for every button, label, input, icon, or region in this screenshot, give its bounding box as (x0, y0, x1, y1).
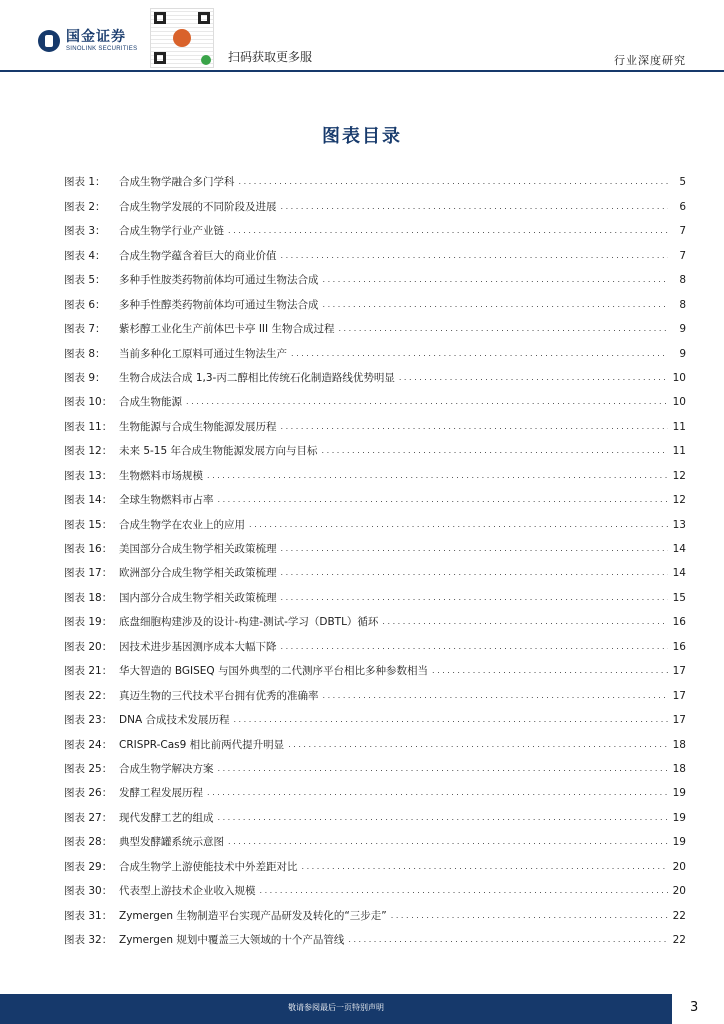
toc-entry-title: 底盘细胞构建涉及的设计-构建-测试-学习（DBTL）循环 (119, 616, 379, 629)
toc-entry-title: 合成生物能源 (119, 396, 182, 409)
toc-entry-page: 6 (679, 200, 686, 213)
toc-entry-page: 14 (672, 543, 686, 555)
header-divider (0, 70, 724, 72)
toc-dot-leader (249, 517, 668, 532)
toc-dot-leader (207, 468, 668, 483)
toc-dot-leader (432, 663, 668, 678)
scan-prompt: 扫码获取更多服 (228, 50, 313, 64)
toc-entry[interactable] (64, 165, 686, 189)
toc-entry-title: 发酵工程发展历程 (119, 787, 203, 800)
toc-dot-leader (288, 737, 668, 752)
toc-entry-page: 7 (679, 249, 686, 262)
toc-entry-page: 8 (679, 274, 686, 287)
toc-entry-label: 图表 5： (64, 274, 106, 287)
toc-dot-leader (218, 761, 669, 776)
toc-entry-title: 合成生物学蕴含着巨大的商业价值 (119, 249, 277, 262)
toc-entry-label: 图表 19： (64, 616, 113, 629)
toc-entry-page: 17 (672, 714, 686, 727)
toc-entry-label: 图表 20： (64, 640, 113, 653)
toc-dot-leader (281, 541, 669, 556)
toc-entry[interactable] (64, 776, 686, 800)
toc-dot-leader (391, 908, 668, 923)
logo-mark-icon (38, 30, 60, 52)
toc-entry-page: 7 (679, 225, 686, 238)
footer-disclaimer: 敬请参阅最后一页特别声明 (288, 1003, 384, 1012)
toc-entry-page: 16 (672, 616, 686, 629)
toc-entry-page: 22 (672, 934, 686, 946)
toc-entry-page: 13 (672, 518, 686, 531)
toc-dot-leader (302, 859, 669, 874)
toc-dot-leader (260, 883, 669, 898)
toc-entry-title: CRISPR-Cas9 相比前两代提升明显 (119, 738, 285, 751)
toc-entry-page: 14 (672, 567, 686, 580)
toc-entry-label: 图表 15： (64, 518, 113, 531)
toc-entry[interactable] (64, 434, 686, 458)
toc-entry-title: 多种手性胺类药物前体均可通过生物法合成 (119, 274, 319, 287)
toc-entry-label: 图表 16： (64, 543, 113, 555)
toc-entry[interactable] (64, 605, 686, 629)
toc-dot-leader (218, 492, 669, 507)
toc-entry-title: Zymergen 生物制造平台实现产品研发及转化的“三步走” (119, 909, 387, 922)
logo-chinese-name: 国金证券 (66, 29, 126, 45)
toc-entry-title: 因技术进步基因测序成本大幅下降 (119, 640, 277, 653)
report-category: 行业深度研究 (614, 54, 686, 67)
toc-entry-title: 真迈生物的三代技术平台拥有优秀的准确率 (119, 689, 319, 702)
toc-entry-label: 图表 10： (64, 396, 113, 409)
toc-entry-title: 合成生物学解决方案 (119, 762, 214, 775)
toc-entry-title: Zymergen 规划中覆盖三大领域的十个产品管线 (119, 934, 345, 946)
toc-dot-leader (399, 370, 668, 385)
toc-entry-page: 22 (672, 909, 686, 922)
toc-dot-leader (239, 174, 669, 189)
toc-dot-leader (323, 272, 669, 287)
toc-entry-label: 图表 28： (64, 836, 113, 849)
toc-dot-leader (281, 590, 669, 605)
toc-dot-leader (291, 346, 668, 361)
toc-entry[interactable] (64, 580, 686, 604)
toc-entry-page: 5 (679, 176, 686, 189)
toc-entry[interactable] (64, 703, 686, 727)
toc-entry-title: 现代发酵工艺的组成 (119, 811, 214, 824)
company-logo (38, 30, 137, 52)
toc-dot-leader (348, 932, 668, 947)
toc-entry-title: 全球生物燃料市占率 (119, 494, 214, 507)
toc-entry-label: 图表 14： (64, 494, 113, 507)
toc-dot-leader (228, 223, 668, 238)
toc-entry-title: 美国部分合成生物学相关政策梳理 (119, 543, 277, 555)
toc-entry-page: 17 (672, 665, 686, 678)
toc-entry[interactable] (64, 361, 686, 385)
toc-entry[interactable] (64, 336, 686, 360)
toc-entry-page: 20 (672, 860, 686, 873)
toc-entry[interactable] (64, 287, 686, 311)
toc-entry-label: 图表 7： (64, 323, 106, 336)
toc-entry[interactable] (64, 898, 686, 922)
toc-dot-leader (281, 199, 669, 214)
page-title: 图表目录 (322, 126, 402, 147)
toc-entry-page: 12 (672, 469, 686, 482)
toc-entry-label: 图表 23： (64, 714, 113, 727)
toc-entry-label: 图表 9： (64, 371, 106, 384)
toc-entry[interactable] (64, 385, 686, 409)
toc-entry-page: 9 (679, 347, 686, 360)
page-header (0, 0, 724, 70)
toc-entry-page: 11 (672, 420, 686, 433)
table-of-figures (64, 165, 686, 947)
toc-entry-title: 合成生物学行业产业链 (119, 225, 224, 238)
toc-entry-page: 18 (672, 762, 686, 775)
toc-dot-leader (323, 688, 669, 703)
toc-entry-label: 图表 32： (64, 934, 113, 946)
toc-dot-leader (218, 810, 669, 825)
toc-dot-leader (207, 785, 668, 800)
footer-bar (0, 994, 672, 1024)
toc-dot-leader (186, 394, 668, 409)
toc-entry[interactable] (64, 312, 686, 336)
toc-entry-title: 华大智造的 BGISEQ 与国外典型的二代测序平台相比多种参数相当 (119, 665, 428, 678)
page-number: 3 (690, 1000, 699, 1015)
toc-entry-page: 15 (672, 591, 686, 604)
toc-entry-label: 图表 27： (64, 811, 113, 824)
toc-entry-title: 生物燃料市场规模 (119, 469, 203, 482)
toc-entry-label: 图表 4： (64, 249, 106, 262)
toc-entry[interactable] (64, 507, 686, 531)
toc-dot-leader (281, 419, 669, 434)
toc-entry-label: 图表 29： (64, 860, 113, 873)
toc-dot-leader (281, 639, 669, 654)
toc-entry-label: 图表 30： (64, 885, 113, 898)
toc-dot-leader (382, 614, 668, 629)
toc-entry-label: 图表 18： (64, 591, 113, 604)
toc-entry-title: 多种手性醇类药物前体均可通过生物法合成 (119, 298, 319, 311)
toc-entry[interactable] (64, 189, 686, 213)
toc-entry-page: 9 (679, 323, 686, 336)
toc-entry-title: 合成生物学在农业上的应用 (119, 518, 245, 531)
toc-entry-page: 10 (672, 396, 686, 409)
toc-entry-title: 代表型上游技术企业收入规模 (119, 885, 256, 898)
toc-dot-leader (338, 321, 668, 336)
toc-entry[interactable] (64, 629, 686, 653)
toc-entry-page: 19 (672, 811, 686, 824)
toc-entry-page: 17 (672, 689, 686, 702)
toc-entry-page: 19 (672, 836, 686, 849)
toc-entry-title: 紫杉醇工业化生产前体巴卡亭 III 生物合成过程 (119, 323, 335, 336)
toc-entry[interactable] (64, 654, 686, 678)
toc-dot-leader (281, 248, 669, 263)
toc-entry[interactable] (64, 532, 686, 556)
toc-dot-leader (322, 443, 668, 458)
qr-code-icon (150, 8, 214, 68)
toc-entry-title: 国内部分合成生物学相关政策梳理 (119, 591, 277, 604)
toc-entry-title: 合成生物学发展的不同阶段及进展 (119, 200, 277, 213)
page-footer (0, 994, 724, 1024)
toc-entry[interactable] (64, 923, 686, 947)
toc-entry-label: 图表 6： (64, 298, 106, 311)
toc-entry-title: 生物能源与合成生物能源发展历程 (119, 420, 277, 433)
toc-entry[interactable] (64, 752, 686, 776)
toc-entry-label: 图表 21： (64, 665, 113, 678)
toc-entry-label: 图表 25： (64, 762, 113, 775)
toc-entry-label: 图表 3： (64, 225, 106, 238)
toc-entry-page: 16 (672, 640, 686, 653)
toc-dot-leader (281, 565, 669, 580)
toc-entry-label: 图表 22： (64, 689, 113, 702)
toc-entry-title: 合成生物学融合多门学科 (119, 176, 235, 189)
toc-entry-title: 当前多种化工原料可通过生物法生产 (119, 347, 287, 360)
toc-entry-label: 图表 24： (64, 738, 113, 751)
toc-entry-page: 19 (672, 787, 686, 800)
toc-entry[interactable] (64, 800, 686, 824)
toc-dot-leader (323, 297, 669, 312)
toc-dot-leader (228, 834, 668, 849)
toc-entry-title: 欧洲部分合成生物学相关政策梳理 (119, 567, 277, 580)
toc-entry-page: 11 (672, 445, 686, 458)
toc-entry[interactable] (64, 825, 686, 849)
toc-entry-page: 8 (679, 298, 686, 311)
toc-entry[interactable] (64, 727, 686, 751)
toc-entry[interactable] (64, 409, 686, 433)
toc-entry-page: 20 (672, 885, 686, 898)
toc-entry-label: 图表 12： (64, 445, 113, 458)
toc-entry[interactable] (64, 849, 686, 873)
toc-entry-label: 图表 1： (64, 176, 106, 189)
toc-entry[interactable] (64, 263, 686, 287)
toc-entry-title: DNA 合成技术发展历程 (119, 714, 230, 727)
toc-entry[interactable] (64, 238, 686, 262)
toc-entry-page: 18 (672, 738, 686, 751)
toc-entry-label: 图表 2： (64, 200, 106, 213)
toc-entry-label: 图表 17： (64, 567, 113, 580)
toc-entry[interactable] (64, 874, 686, 898)
toc-entry-label: 图表 26： (64, 787, 113, 800)
toc-entry-label: 图表 11： (64, 420, 113, 433)
toc-entry[interactable] (64, 678, 686, 702)
toc-entry[interactable] (64, 214, 686, 238)
toc-entry[interactable] (64, 556, 686, 580)
toc-entry-title: 未来 5-15 年合成生物能源发展方向与目标 (119, 445, 318, 458)
toc-dot-leader (233, 712, 668, 727)
toc-entry-label: 图表 13： (64, 469, 113, 482)
toc-entry-page: 10 (672, 371, 686, 384)
toc-entry-label: 图表 8： (64, 347, 106, 360)
toc-entry-page: 12 (672, 494, 686, 507)
toc-entry-label: 图表 31： (64, 909, 113, 922)
toc-entry[interactable] (64, 458, 686, 482)
logo-english-name: SINOLINK SECURITIES (66, 46, 138, 52)
toc-entry-title: 生物合成法合成 1,3-丙二醇相比传统石化制造路线优势明显 (119, 371, 395, 384)
toc-entry-title: 典型发酵罐系统示意图 (119, 836, 224, 849)
toc-entry[interactable] (64, 483, 686, 507)
toc-entry-title: 合成生物学上游使能技术中外差距对比 (119, 860, 298, 873)
